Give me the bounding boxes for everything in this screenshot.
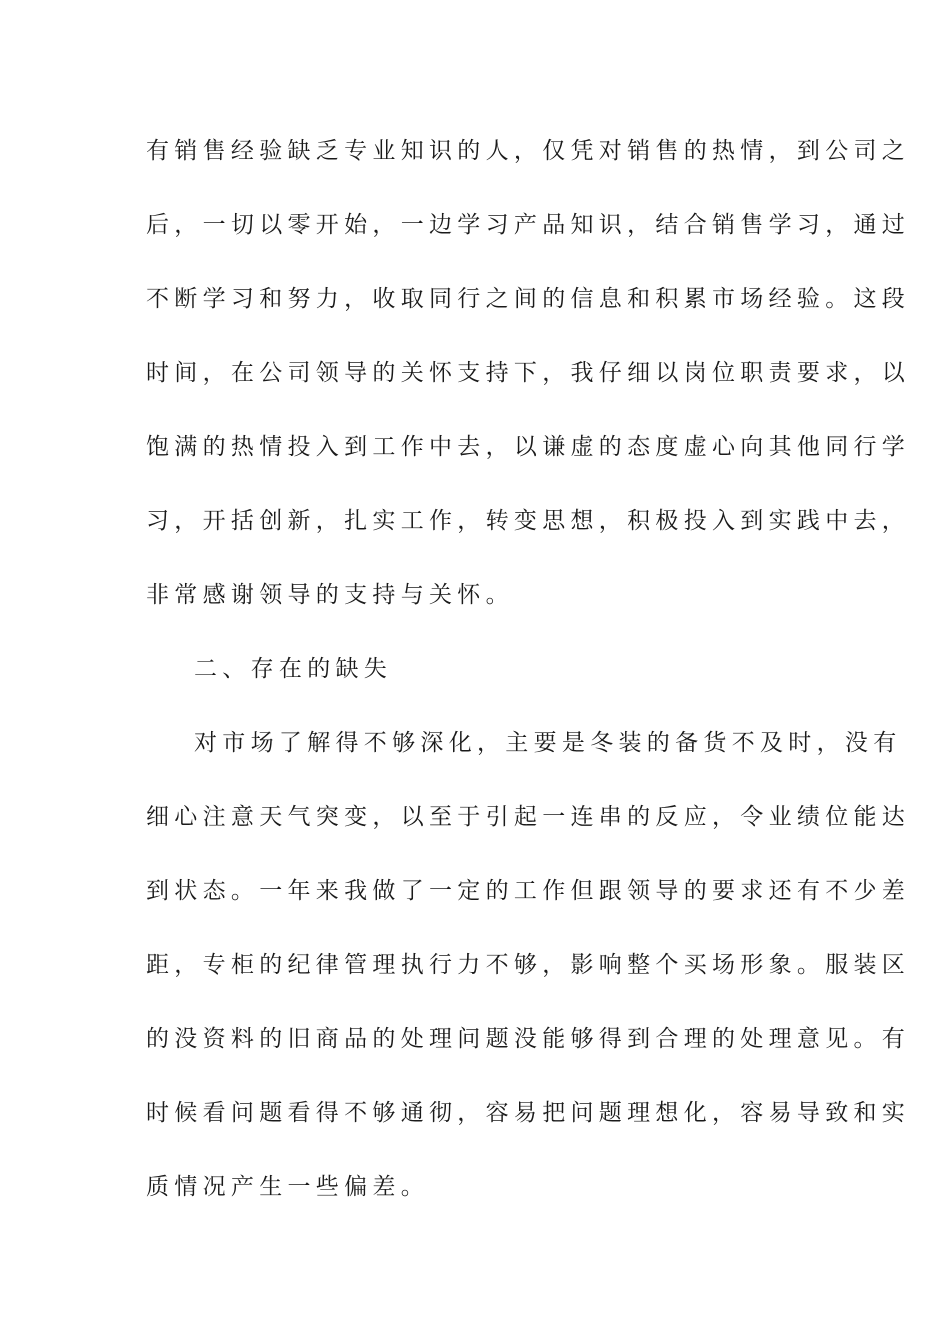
paragraph-2-line-4: 距，专柜的纪律管理执行力不够，影响整个买场形象。服装区 xyxy=(146,952,911,978)
paragraph-1-line-3: 不断学习和努力，收取同行之间的信息和积累市场经验。这段 xyxy=(146,286,911,312)
paragraph-2-line-2: 细心注意天气突变，以至于引起一连串的反应，令业绩位能达 xyxy=(146,804,911,830)
paragraph-2-line-7: 质情况产生一些偏差。 xyxy=(146,1174,429,1200)
paragraph-1-line-7: 非常感谢领导的支持与关怀。 xyxy=(146,582,514,608)
paragraph-1-line-5: 饱满的热情投入到工作中去，以谦虚的态度虚心向其他同行学 xyxy=(146,434,911,460)
paragraph-1-line-1: 有销售经验缺乏专业知识的人，仅凭对销售的热情，到公司之 xyxy=(146,138,911,164)
paragraph-2-line-1: 对市场了解得不够深化，主要是冬装的备货不及时，没有 xyxy=(194,730,902,756)
paragraph-1-line-4: 时间，在公司领导的关怀支持下，我仔细以岗位职责要求，以 xyxy=(146,360,911,386)
paragraph-2-line-6: 时候看问题看得不够通彻，容易把问题理想化，容易导致和实 xyxy=(146,1100,911,1126)
paragraph-1-line-2: 后，一切以零开始，一边学习产品知识，结合销售学习，通过 xyxy=(146,212,911,238)
paragraph-2-line-5: 的没资料的旧商品的处理问题没能够得到合理的处理意见。有 xyxy=(146,1026,911,1052)
paragraph-1-line-6: 习，开括创新，扎实工作，转变思想，积极投入到实践中去， xyxy=(146,508,911,534)
section-heading: 二、存在的缺失 xyxy=(194,656,393,682)
paragraph-2-line-3: 到状态。一年来我做了一定的工作但跟领导的要求还有不少差 xyxy=(146,878,911,904)
